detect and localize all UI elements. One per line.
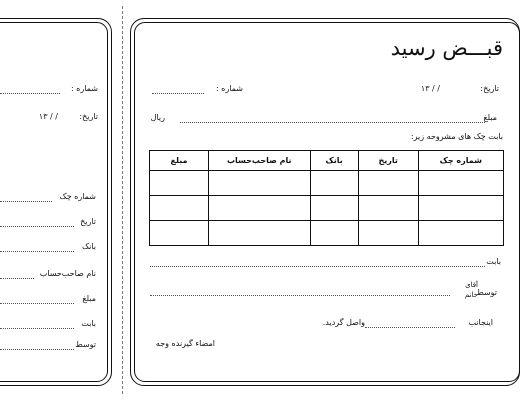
receipt-undersigned: اینجانب xyxy=(468,318,493,327)
receipt-received: واصل گردید. xyxy=(322,318,365,327)
stub-number-label: شماره : xyxy=(70,84,98,93)
receipt-signature-label: امضاء گیرنده وجه xyxy=(155,339,215,348)
receipt-date-label: تاریخ: xyxy=(480,84,499,93)
receipt-for-label: بابت xyxy=(486,257,501,266)
perforation-line xyxy=(122,6,123,394)
stub-field-line xyxy=(0,328,74,329)
header-date: تاریخ xyxy=(358,151,418,171)
stub-field-date: تاریخ xyxy=(80,217,96,226)
receipt-currency: ریال xyxy=(150,113,165,122)
stub-field-line xyxy=(0,278,34,279)
receipt-amount-label: مبلغ xyxy=(483,113,497,122)
receipt-amount-line xyxy=(180,122,485,123)
receipt-for-line xyxy=(150,266,485,267)
receipt-title: قبـــض رسید xyxy=(390,36,503,60)
stub-field-line xyxy=(0,201,52,202)
header-account-holder: نام صاحب‌حساب xyxy=(208,151,310,171)
stub-field-line xyxy=(0,303,74,304)
receipt-cheques-line: بابت چک های مشروحه زیر: xyxy=(410,132,503,141)
stub-date-label: تاریخ: xyxy=(79,112,98,121)
stub-field-for: بابت xyxy=(81,319,96,328)
receipt-number-line xyxy=(152,93,204,94)
header-amount: مبلغ xyxy=(150,151,209,171)
receipt-number-label: شماره : xyxy=(215,84,243,93)
stub-field-line xyxy=(0,226,74,227)
stub-field-cheque-number: شماره چک xyxy=(59,192,96,201)
receipt-undersigned-line xyxy=(365,327,455,328)
stub-date-value: / / ۱۳ xyxy=(38,112,58,121)
cheques-table xyxy=(149,150,504,246)
receipt-via-line xyxy=(150,295,450,296)
receipt-date-value: / / ۱۳ xyxy=(420,84,440,93)
stub-field-line xyxy=(0,251,74,252)
header-cheque-number: شماره چک xyxy=(418,151,503,171)
stub-field-via: توسط xyxy=(75,340,96,349)
table-row xyxy=(150,196,504,221)
stub-number-line xyxy=(0,93,60,94)
table-header-row xyxy=(150,151,504,171)
table-row xyxy=(150,221,504,246)
stub-field-line xyxy=(0,349,74,350)
stub-field-account-holder: نام صاحب‌حساب xyxy=(39,269,96,278)
receipt-honorific-mr: آقای xyxy=(465,281,478,289)
stub-field-bank: بانک xyxy=(81,242,96,251)
receipt-via-label: توسط xyxy=(476,288,497,297)
header-bank: بانک xyxy=(310,151,358,171)
table-row xyxy=(150,171,504,196)
stub-field-amount: مبلغ xyxy=(82,294,96,303)
receipt-honorific-mrs: خانم xyxy=(464,291,478,299)
